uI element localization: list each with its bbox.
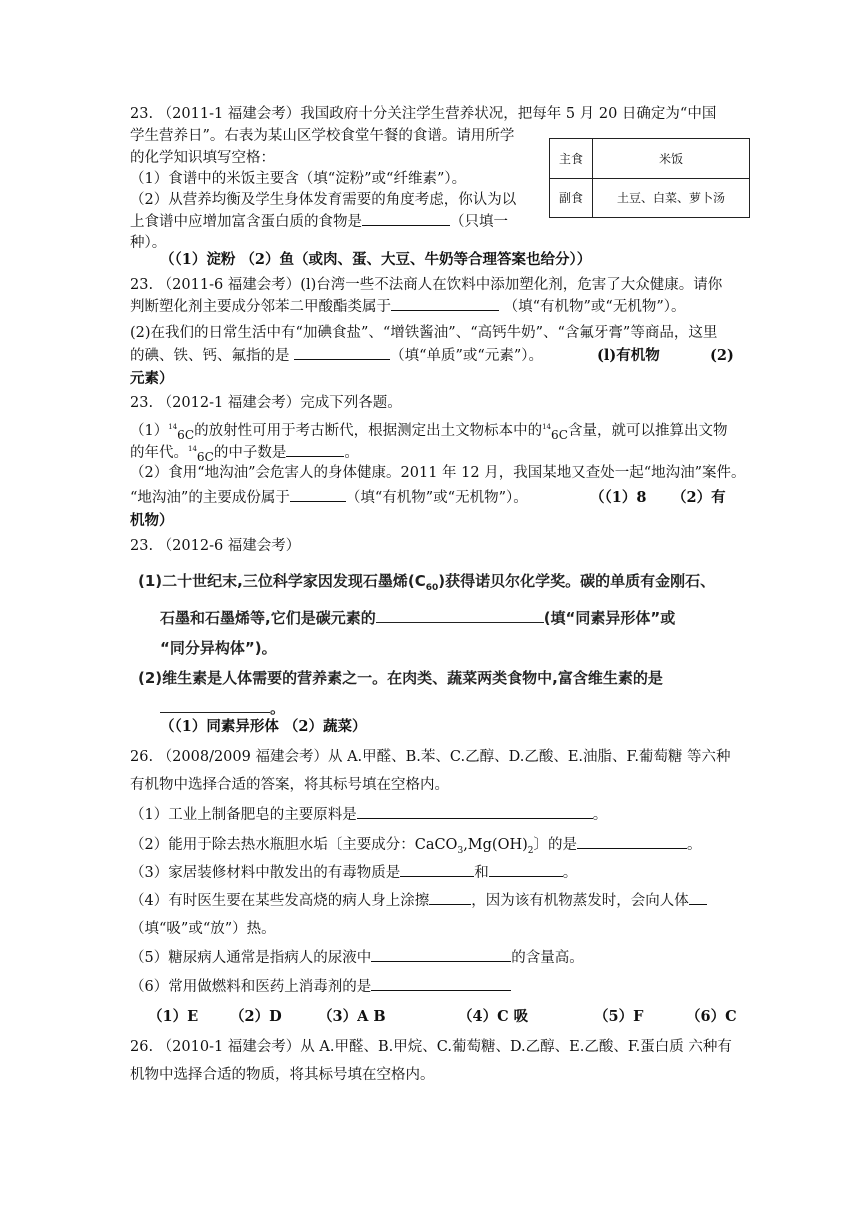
scan-line2: 石墨和石墨烯等,它们是碳元素的 (填“同素异形体”或: [138, 603, 728, 633]
q5-line1: 26. （2008/2009 福建会考）从 A.甲醛、B.苯、C.乙醇、D.乙酸、E.油脂、F.葡萄糖 等六种: [130, 749, 731, 765]
q1-line5: （2）从营养均衡及学生身体发育需要的角度考虑，你认为以: [130, 192, 517, 208]
menu-table: [549, 138, 750, 218]
isotope-notation: $^{14}_{6C}$: [168, 423, 195, 442]
q2-line2-text: 判断塑化剂主要成分邻苯二甲酸酯类属于: [130, 299, 391, 315]
answer-blank: [286, 442, 344, 457]
q1-line4: （1）食谱中的米饭主要含（填“淀粉”或“纤维素”）。: [130, 171, 467, 187]
q1-line6: [130, 211, 508, 233]
q2-line2-tail: （填“有机物”或“无机物”）。: [499, 299, 686, 315]
q1-line6-tail: （只填一: [450, 214, 508, 230]
isotope-notation: $^{14}_{6C}$: [188, 445, 214, 464]
q2-answer-a: (l)有机物: [597, 347, 660, 364]
scanned-question-image: [138, 566, 728, 723]
answer-blank: [290, 487, 346, 502]
q4-answer: （（1）同素异形体 （2）蔬菜）: [160, 718, 367, 735]
q2-line2: [130, 296, 686, 318]
q6-line1: 26. （2010-1 福建会考）从 A.甲醛、B.甲烷、C.葡萄糖、D.乙醇、E.乙酸、F.蛋白质 六种有: [130, 1039, 732, 1055]
q4-line1: 23. （2012-6 福建会考）: [130, 538, 301, 554]
q5-part6: （6）常用做燃料和医药上消毒剂的是: [130, 976, 511, 998]
q2-answer-c: 元素）: [130, 370, 174, 387]
q1-line1: 23. （2011-1 福建会考）我国政府十分关注学生营养状况，把每年 5 月 20 日确定为“中国: [130, 106, 717, 122]
answer-blank: [577, 834, 687, 849]
q1-line2: 学生营养日”。右表为某山区学校食堂午餐的食谱。请用所学: [130, 128, 515, 144]
scan-line3: “同分异构体”)。: [160, 639, 277, 657]
menu-key: 主食: [550, 139, 593, 179]
q3-line3-text: 的中子数是: [213, 444, 287, 461]
answer-blank: [371, 976, 511, 991]
q3-line1: 23. （2012-1 福建会考）完成下列各题。: [130, 395, 402, 411]
q3-answer-b: （2）有: [672, 489, 726, 506]
answer-blank: [357, 804, 593, 819]
q1-answer: （（1）淀粉 （2）鱼（或肉、蛋、大豆、牛奶等合理答案也给分））: [160, 251, 592, 268]
q5-line2: 有机物中选择合适的答案，将其标号填在空格内。: [130, 777, 449, 793]
q2-line3: (2)在我们的日常生活中有“加碘食盐”、“增铁酱油”、“高钙牛奶”、“含氟牙膏”等商品，这里: [130, 325, 718, 341]
q3-answer-a: （（1）8: [590, 489, 647, 506]
answer-blank: [362, 211, 450, 226]
q3-line3-lead: 的年代。: [130, 444, 188, 461]
q5-answer-5: （5）F: [594, 1008, 644, 1025]
q2-line4: [130, 345, 543, 367]
q5-part2: （2）能用于除去热水瓶胆水垢〔主要成分：$CaCO_3,Mg(OH)_2$〕的是 。: [130, 834, 702, 862]
q3-line2-lead: （1）: [130, 422, 169, 439]
q2-line4-text: 的碘、铁、钙、氟指的是: [130, 348, 295, 364]
q5-answer-3: （3）A B: [318, 1008, 386, 1025]
answer-blank: [429, 890, 471, 905]
q3-line5-tail: （填“有机物”或“无机物”）。: [345, 490, 528, 506]
q5-answer-6: （6）C: [686, 1008, 737, 1025]
q3-answer-c: 机物）: [130, 512, 174, 529]
q3-line5-text: “地沟油”的主要成份属于: [130, 490, 290, 506]
q1-line7: 种）。: [130, 235, 167, 251]
q3-line3-tail: 。: [344, 444, 359, 461]
q5-part4-cont: （填“吸”或“放”）热。: [130, 921, 276, 937]
isotope-notation: $^{14}_{6C}$: [542, 423, 568, 442]
answer-blank: [489, 862, 563, 877]
answer-blank: [391, 296, 499, 311]
q6-line2: 机物中选择合适的物质，将其标号填在空格内。: [130, 1067, 435, 1083]
table-row: [550, 178, 750, 218]
q2-line4-tail: （填“单质”或“元素”）。: [390, 348, 544, 364]
q1-line3: 的化学知识填写空格：: [130, 150, 275, 166]
q2-line1: 23. （2011-6 福建会考）(l)台湾一些不法商人在饮料中添加塑化剂，危害了大众健康。请你: [130, 277, 723, 293]
q5-answer-2: （2）D: [230, 1008, 282, 1025]
q5-part3: （3）家居装修材料中散发出的有毒物质是 和 。: [130, 862, 577, 884]
q5-part5: （5）糖尿病人通常是指病人的尿液中 的含量高。: [130, 947, 584, 969]
answer-blank: [160, 694, 270, 713]
q3-line2-text: 的放射性可用于考古断代，根据测定出土文物标本中的: [194, 422, 543, 439]
scan-line5: 。: [138, 693, 728, 723]
answer-blank: [689, 890, 707, 905]
q3-line4: （2）食用“地沟油”会危害人的身体健康。2011 年 12 月，我国某地又查处一起“地沟油”案件。: [130, 465, 746, 481]
q3-line2-tail: 含量，就可以推算出文物: [567, 422, 728, 439]
q1-line6-text: 上食谱中应增加富含蛋白质的食物是: [130, 214, 362, 230]
menu-value: 土豆、白菜、萝卜汤: [593, 178, 750, 218]
menu-key: 副食: [550, 178, 593, 218]
q5-part1: （1）工业上制备肥皂的主要原料是 。: [130, 804, 607, 826]
q5-answer-1: （1）E: [148, 1008, 199, 1025]
q3-line5: [130, 487, 528, 509]
q5-answer-4: （4）C 吸: [458, 1008, 529, 1025]
table-row: [550, 139, 750, 179]
answer-blank: [376, 604, 544, 623]
q2-answer-b: (2): [710, 347, 734, 364]
answer-blank: [294, 345, 390, 360]
menu-value: 米饭: [593, 139, 750, 179]
scan-line1: (1)二十世纪末,三位科学家因发现石墨烯$(C_{60})$获得诺贝尔化学奖。碳的单质有金刚石、: [138, 572, 716, 593]
scan-line4: (2)维生素是人体需要的营养素之一。在肉类、蔬菜两类食物中,富含维生素的是: [138, 669, 663, 687]
q5-part4: （4）有时医生要在某些发高烧的病人身上涂擦 ，因为该有机物蒸发时，会向人体: [130, 890, 707, 912]
answer-blank: [400, 862, 474, 877]
answer-blank: [371, 947, 511, 962]
